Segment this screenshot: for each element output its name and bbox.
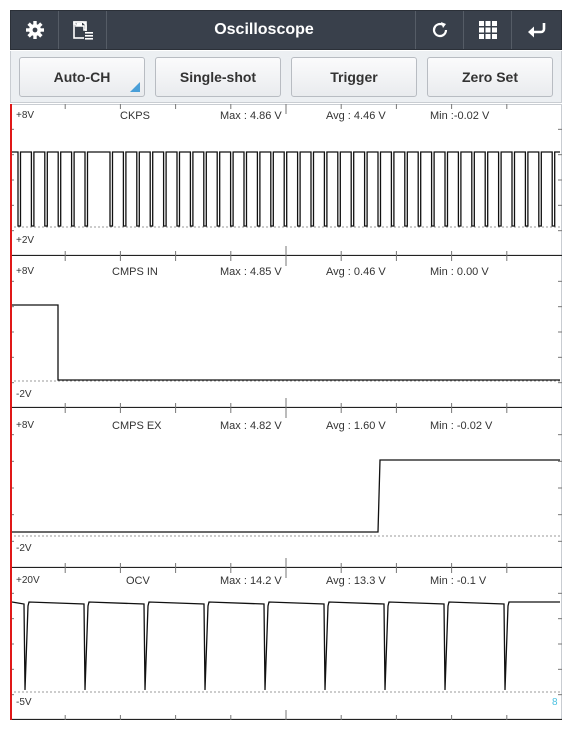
ckps-trace [12, 152, 560, 226]
title-bar [10, 10, 562, 50]
save-list-icon [72, 20, 94, 40]
cmps-in-name: CMPS IN [112, 266, 158, 278]
waveform-ocv [10, 568, 562, 720]
cmps-in-trace [12, 305, 560, 380]
waveform-cmps-ex [10, 408, 562, 568]
single-shot-button[interactable]: Single-shot [155, 57, 281, 97]
back-button[interactable] [511, 11, 561, 49]
back-arrow-icon [526, 20, 548, 40]
ckps-bottom-scale: +2V [16, 235, 35, 246]
corner-marker: 8 [552, 697, 558, 708]
ckps-avg: Avg : 4.46 V [326, 110, 386, 122]
ckps-max: Max : 4.86 V [220, 110, 282, 122]
cmps-ex-bottom-scale: -2V [16, 543, 32, 554]
time-cursor-line[interactable] [10, 104, 12, 720]
refresh-button[interactable] [415, 11, 463, 49]
cmps-in-avg: Avg : 0.46 V [326, 266, 386, 278]
refresh-icon [430, 20, 450, 40]
waveform-cmps-in [10, 256, 562, 408]
ckps-min: Min :-0.02 V [430, 110, 490, 122]
cmps-ex-top-scale: +8V [16, 420, 35, 431]
cmps-ex-avg: Avg : 1.60 V [326, 420, 386, 432]
ocv-top-scale: +20V [16, 575, 40, 586]
gear-icon [25, 20, 45, 40]
cmps-in-min: Min : 0.00 V [430, 266, 489, 278]
ocv-trace [12, 602, 560, 690]
ocv-avg: Avg : 13.3 V [326, 575, 386, 587]
cmps-in-bottom-scale: -2V [16, 389, 32, 400]
dropdown-corner-icon [130, 82, 140, 92]
zero-set-button[interactable]: Zero Set [427, 57, 553, 97]
toolbar [10, 51, 562, 103]
grid-button[interactable] [463, 11, 511, 49]
cmps-in-max: Max : 4.85 V [220, 266, 282, 278]
ckps-name: CKPS [120, 110, 150, 122]
trigger-button[interactable]: Trigger [291, 57, 417, 97]
ocv-name: OCV [126, 575, 150, 587]
settings-button[interactable] [11, 11, 59, 49]
ocv-min: Min : -0.1 V [430, 575, 487, 587]
auto-ch-label: Auto-CH [53, 69, 111, 85]
cmps-ex-name: CMPS EX [112, 420, 162, 432]
auto-ch-button[interactable] [19, 57, 145, 97]
waveform-ckps [10, 104, 562, 256]
ocv-max: Max : 14.2 V [220, 575, 282, 587]
ckps-top-scale: +8V [16, 110, 35, 121]
cmps-in-top-scale: +8V [16, 266, 35, 277]
save-button[interactable] [59, 11, 107, 49]
cmps-ex-trace [12, 460, 560, 532]
cmps-ex-min: Min : -0.02 V [430, 420, 493, 432]
page-title: Oscilloscope [214, 21, 314, 38]
cmps-ex-max: Max : 4.82 V [220, 420, 282, 432]
grid-icon [479, 21, 497, 39]
ocv-bottom-scale: -5V [16, 697, 32, 708]
